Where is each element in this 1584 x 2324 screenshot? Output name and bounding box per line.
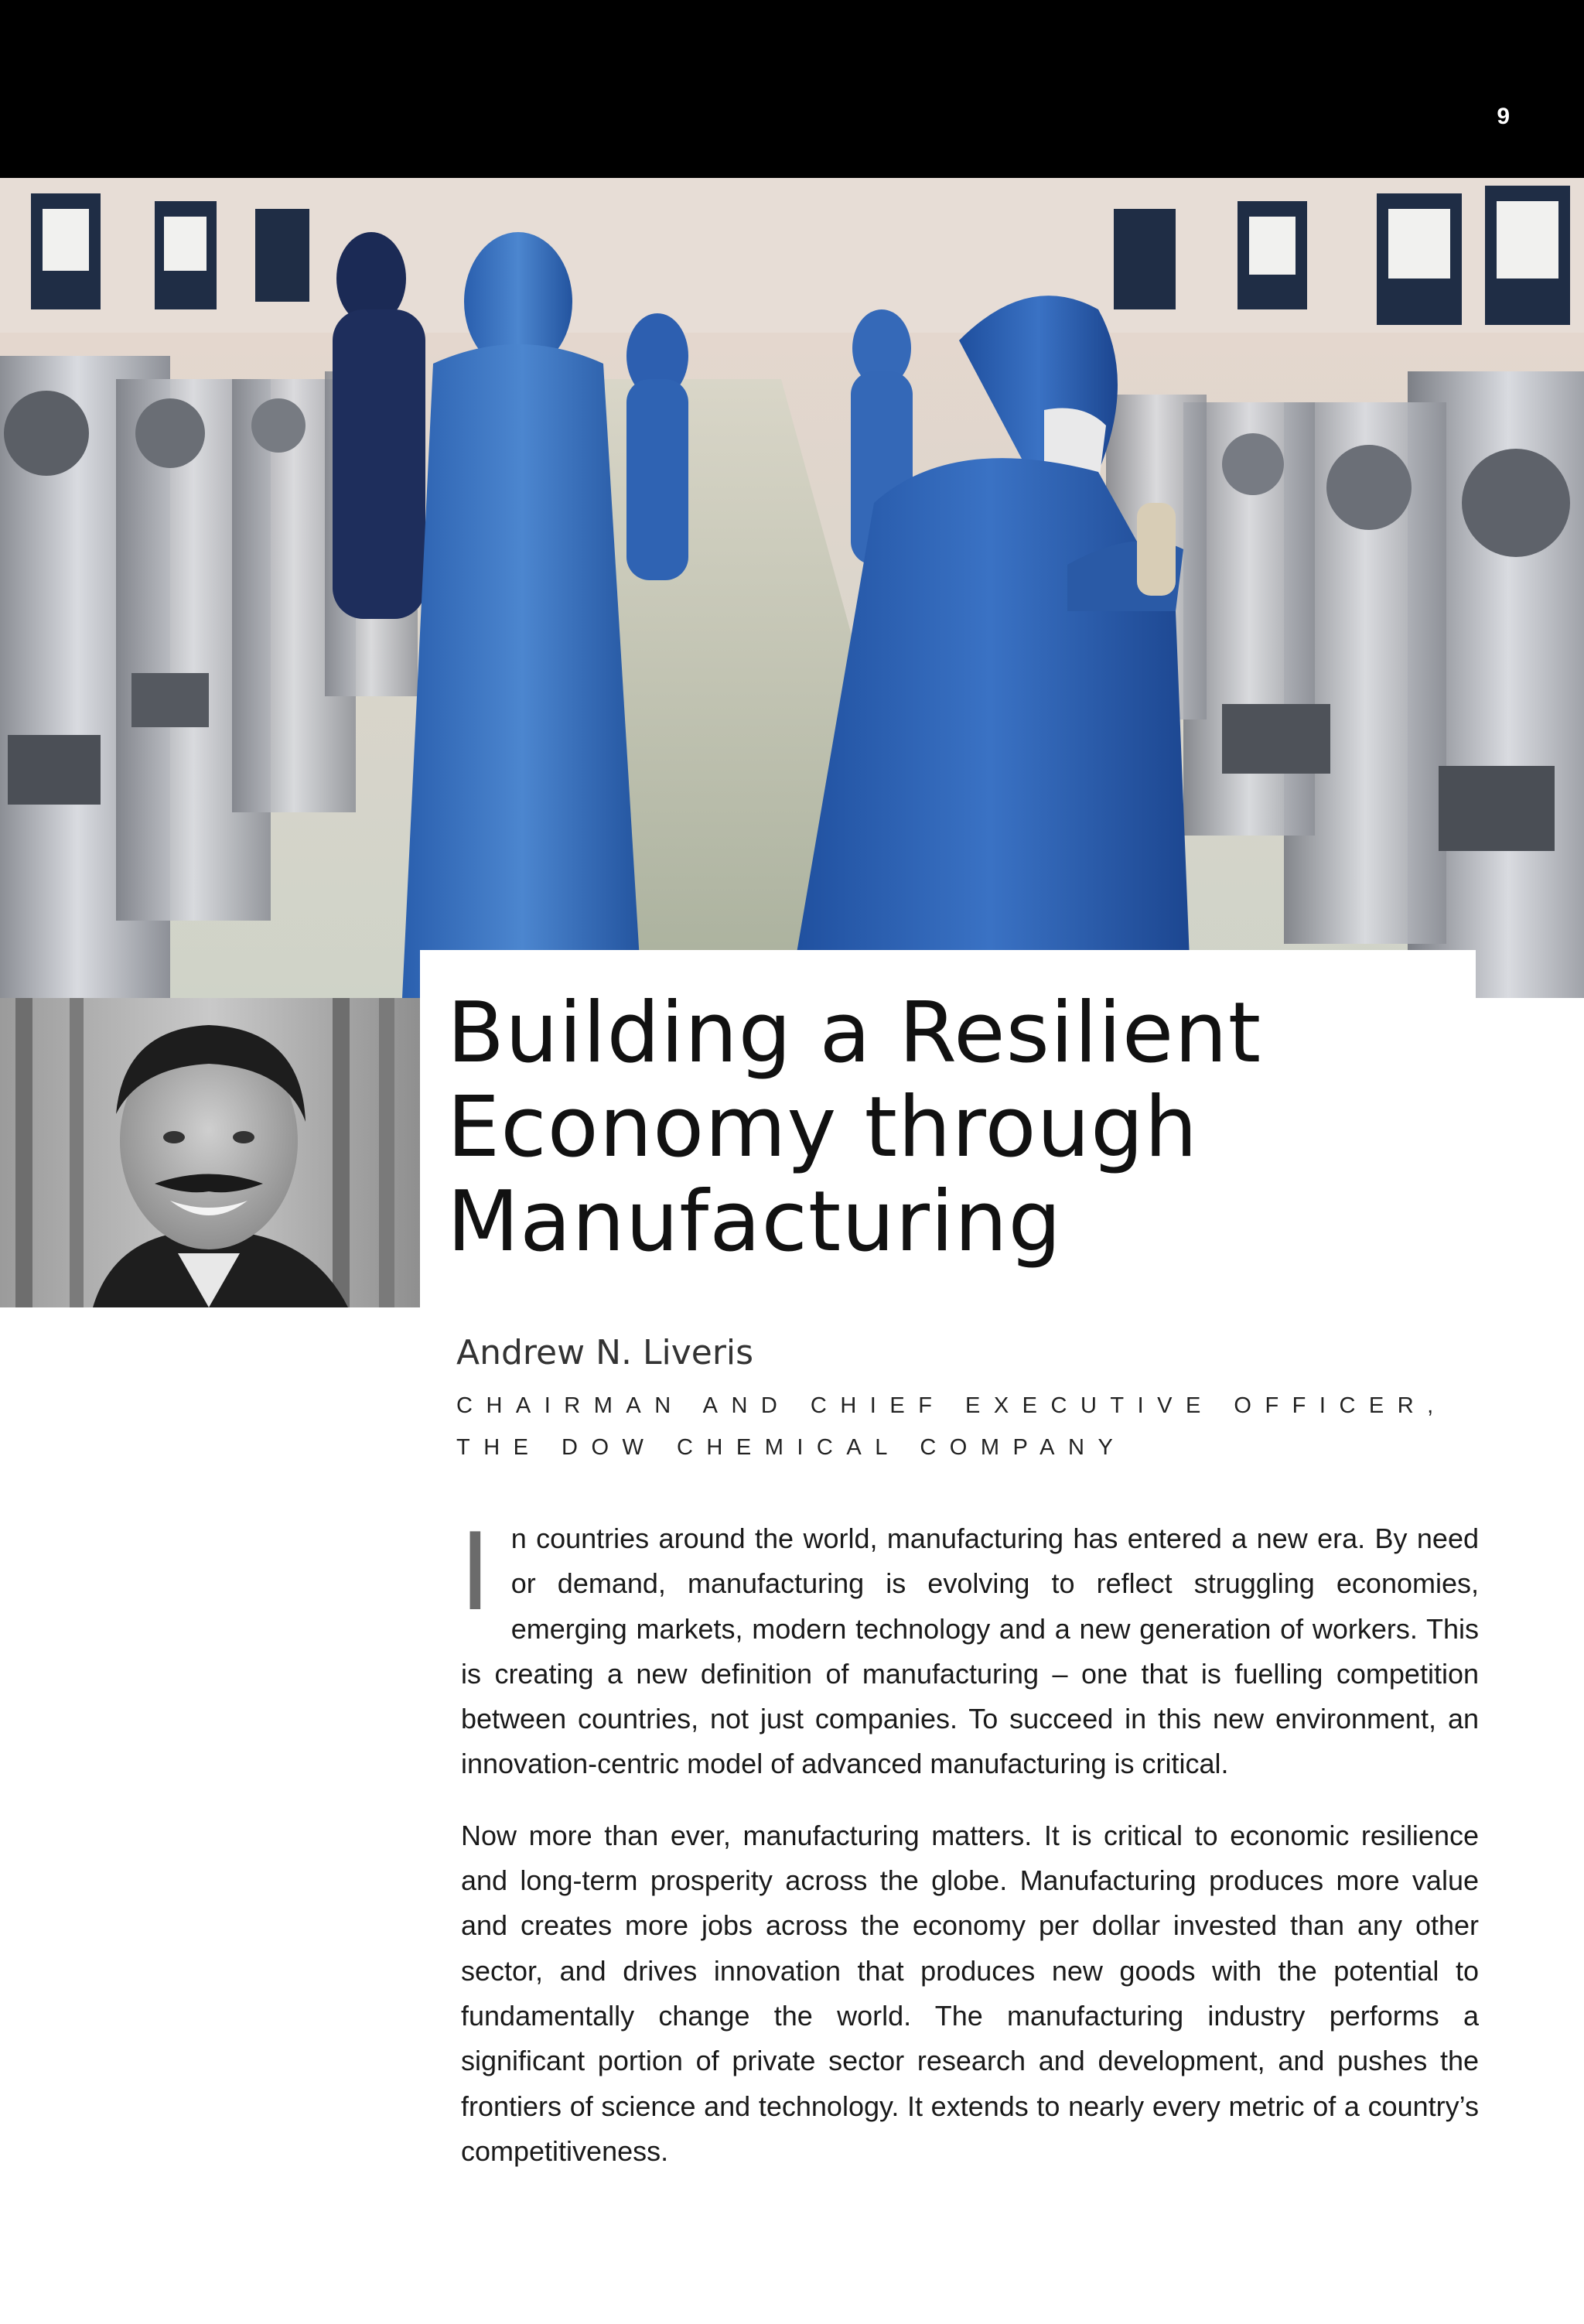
author-title-line-1: CHAIRMAN AND CHIEF EXECUTIVE OFFICER, (456, 1393, 1447, 1418)
author-name: Andrew N. Liveris (456, 1333, 754, 1372)
paragraph-2: Now more than ever, manufacturing matters. It is critical to economic resilience and long-term prosperity across the globe. Manufacturing produces more value and creates more jobs across the economy per dollar invested than any other sector, and drives innovation that produces new goods with the potential to fundamentally change the world. The manufacturing industry performs a significant portion of private sector research and development, and pushes the frontiers of science and technology. It extends to nearly every metric of a country’s competitiveness. (461, 1819, 1479, 2167)
drop-cap: I (459, 1510, 491, 1635)
page-number: 9 (1497, 104, 1511, 129)
paragraph-1-text: n countries around the world, manufacturing has entered a new era. By need or demand, manufacturing is evolving to reflect struggling economies, emerging markets, modern technology and a new generation of workers. This is creating a new definition of manufacturing – one that is fuelling competition between countries, not just companies. To succeed in this new environment, an innovation-centric model of advanced manufacturing is critical. (461, 1523, 1479, 1780)
page-header-band (0, 0, 1584, 178)
article-body (459, 1510, 1479, 2200)
article-title: Building a Resilient Economy through Manufacturing (447, 985, 1262, 1270)
author-portrait-photo (0, 998, 420, 1307)
author-title (456, 1385, 1493, 1468)
paragraph-1 (459, 1510, 1479, 1787)
factory-cleanroom-photo (0, 178, 1584, 998)
author-title-line-2: THE DOW CHEMICAL COMPANY (456, 1435, 1127, 1460)
